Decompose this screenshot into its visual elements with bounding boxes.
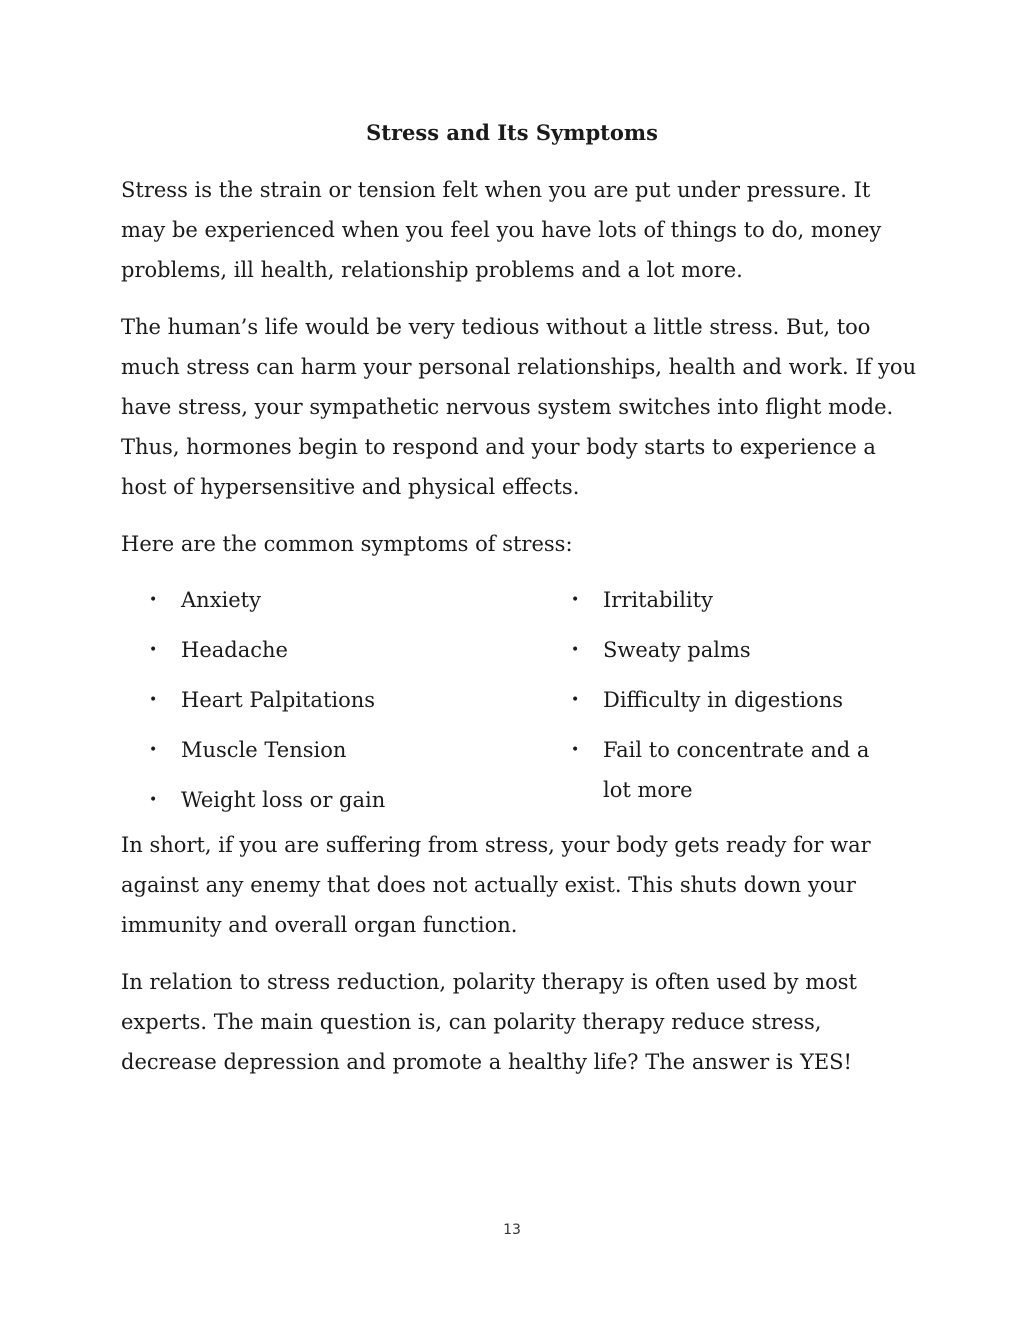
bullet-icon: •: [571, 692, 580, 708]
conclusion-paragraph: In relation to stress reduction, polarity therapy is often used by most experts. The main question is, can polarity therapy reduce stress, decrease depression and promote a healthy life? The answer is YES!: [121, 970, 857, 1074]
list-item: [571, 575, 901, 625]
symptoms-list-right: [571, 575, 901, 810]
bullet-icon: •: [149, 692, 158, 708]
list-item: [571, 675, 901, 725]
bullet-icon: •: [149, 792, 158, 808]
bullet-icon: •: [571, 592, 580, 608]
summary-paragraph: In short, if you are suffering from stress, your body gets ready for war against any enemy that does not actually exist. This shuts down your immunity and overall organ function.: [121, 833, 871, 937]
symptom-label: Weight loss or gain: [181, 788, 386, 812]
list-item: [149, 775, 549, 825]
bullet-icon: •: [149, 642, 158, 658]
list-item: [571, 625, 901, 675]
symptoms-list-left: [149, 575, 549, 825]
list-item: [149, 625, 549, 675]
symptom-label: Sweaty palms: [603, 638, 751, 662]
list-item: [149, 575, 549, 625]
symptoms-intro-paragraph: Here are the common symptoms of stress:: [121, 532, 573, 556]
body-paragraph: The human’s life would be very tedious without a little stress. But, too much stress can harm your personal relationships, health and work. If you have stress, your sympathetic nervous system switches into flight mode. Thus, hormones begin to respond and your body starts to experience a host of hypersensitive and physical effects.: [121, 315, 917, 499]
symptom-label: Irritability: [603, 588, 713, 612]
intro-paragraph: Stress is the strain or tension felt when you are put under pressure. It may be experienced when you feel you have lots of things to do, money problems, ill health, relationship problems and a lot more.: [121, 178, 882, 282]
bullet-icon: •: [571, 742, 580, 758]
symptom-label: Muscle Tension: [181, 738, 347, 762]
list-item: [571, 725, 901, 810]
bullet-icon: •: [149, 742, 158, 758]
page-title: Stress and Its Symptoms: [366, 120, 658, 145]
list-item: [149, 675, 549, 725]
symptom-label: Difficulty in digestions: [603, 688, 843, 712]
page-number: 13: [503, 1222, 521, 1238]
bullet-icon: •: [571, 642, 580, 658]
symptom-label: Fail to concentrate and a lot more: [603, 738, 870, 802]
bullet-icon: •: [149, 592, 158, 608]
symptom-label: Headache: [181, 638, 288, 662]
symptom-label: Anxiety: [181, 588, 261, 612]
symptom-label: Heart Palpitations: [181, 688, 376, 712]
list-item: [149, 725, 549, 775]
